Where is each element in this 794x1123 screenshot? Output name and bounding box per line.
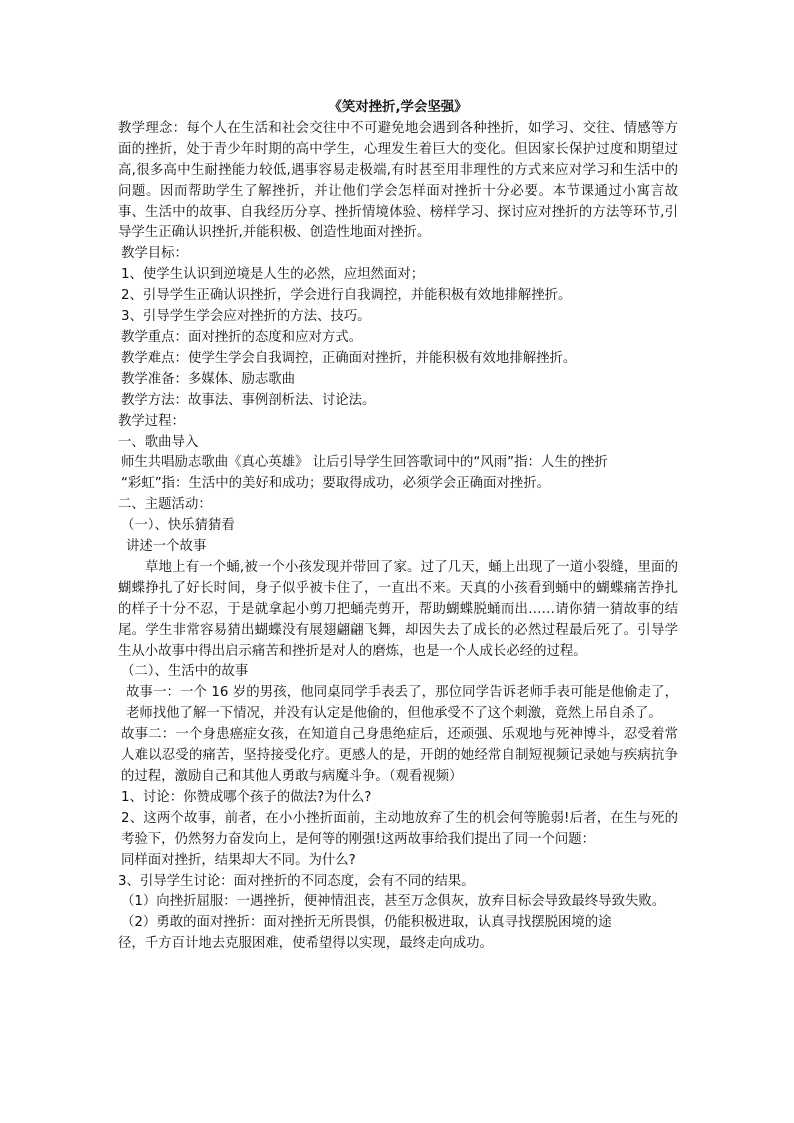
same-frustration-line: 同样面对挫折，结果却大不同。为什么?: [121, 852, 356, 868]
discussion-question: 1、讨论：你赞成哪个孩子的做法?为什么?: [121, 789, 372, 805]
rainbow-paragraph: “彩虹”指：生活中的美好和成功；要取得成功，必须学会正确面对挫折。: [121, 476, 550, 492]
document-title: 《笑对挫折,学会坚强》: [328, 100, 468, 115]
section-song-intro: 一、歌曲导入: [118, 434, 199, 450]
guide-discussion: 3、引导学生讨论：面对挫折的不同态度，会有不同的结果。: [118, 873, 475, 889]
attitude-brave-continued: 径，千方百计地去克服困难，使希望得以实现，最终走向成功。: [118, 936, 493, 952]
teaching-focus: 教学重点：面对挫折的态度和应对方式。: [121, 329, 363, 345]
story-one: 故事一：一个 16 岁的男孩，他同桌同学手表丢了，那位同学告诉老师手表可能是他偷走了，老师找他了解一下情况，并没有认定是他偷的，但他承受不了这个刺激，竟然上吊自杀了。: [126, 685, 678, 722]
butterfly-story: 草地上有一个蛹,被一个小孩发现并带回了家。过了几天，蛹上出现了一道小裂缝，里面的蝴蝶挣扎了好长时间，身子似乎被卡住了，一直出不来。天真的小孩看到蛹中的蝴蝶痛苦挣扎的样子十分不忍，于是就拿起小剪刀把蛹壳剪开，帮助蝴蝶脱蛹而出……请你猜一猜故事的结尾。学生非常容易猜出蝴蝶没有展翅翩翩飞舞，却因失去了成长的必然过程最后死了。引导学生从小故事中得出启示痛苦和挫折是对人的磨炼，也是一个人成长必经的过程。: [118, 559, 678, 659]
attitude-surrender: （1）向挫折屈服：一遇挫折，便神情沮丧，甚至万念俱灰，放弃目标会导致最终导致失败。: [121, 894, 666, 910]
goal-item-1: 1、使学生认识到逆境是人生的必然，应坦然面对；: [121, 267, 425, 283]
subsection-life-stories: （二）、生活中的故事: [121, 664, 249, 680]
teaching-methods: 教学方法：故事法、事例剖析法、讨论法。: [121, 392, 376, 408]
goal-item-3: 3、引导学生学会应对挫折的方法、技巧。: [121, 309, 371, 325]
section-activities: 二、主题活动：: [118, 497, 212, 513]
teaching-preparation: 教学准备：多媒体、励志歌曲: [121, 371, 296, 387]
goal-item-2: 2、引导学生正确认识挫折，学会进行自我调控，并能积极有效地排解挫折。: [121, 288, 572, 304]
tell-story-heading: 讲述一个故事: [126, 539, 207, 555]
lesson-plan-page: [118, 98, 678, 955]
teaching-goals-heading: 教学目标：: [121, 246, 188, 262]
story-comparison: 2、这两个故事，前者，在小小挫折面前，主动地放弃了生的机会何等脆弱!后者，在生与死的考验下，仍然努力奋发向上，是何等的刚强!这两故事给我们提出了同一个问题：: [121, 810, 678, 847]
teaching-philosophy: 教学理念：每个人在生活和社会交往中不可避免地会遇到各种挫折，如学习、交往、情感等方面的挫折，处于青少年时期的高中学生，心理发生着巨大的变化。但因家长保护过度和期望过高,很多高中生耐挫能力较低,遇事容易走极端,有时甚至用非理性的方式来应对学习和生活中的问题。因而帮助学生了解挫折，并让他们学会怎样面对挫折十分必要。本节课通过小寓言故事、生活中的故事、自我经历分享、挫折情境体验、榜样学习、探讨应对挫折的方法等环节,引导学生正确认识挫折,并能积极、创造性地面对挫折。: [118, 120, 678, 241]
story-two: 故事二：一个身患癌症女孩，在知道自己身患绝症后，还顽强、乐观地与死神博斗，忍受着常人难以忍受的痛苦，坚持接受化疗。更感人的是，开朗的她经常自制短视频记录她与疾病抗争的过程，激励自己和其他人勇敢与病魔斗争。（观看视频）: [121, 727, 678, 784]
subsection-guess: （一）、快乐猜猜看: [121, 518, 235, 534]
attitude-brave: （2）勇敢的面对挫折：面对挫折无所畏惧，仍能积极进取，认真寻找摆脱困境的途: [121, 915, 612, 931]
teaching-difficulty: 教学难点：使学生学会自我调控，正确面对挫折，并能积极有效地排解挫折。: [121, 350, 577, 366]
song-paragraph: 师生共唱励志歌曲《真心英雄》 让后引导学生回答歌词中的“风雨”指：人生的挫折: [121, 455, 608, 471]
teaching-process-heading: 教学过程：: [118, 413, 185, 429]
